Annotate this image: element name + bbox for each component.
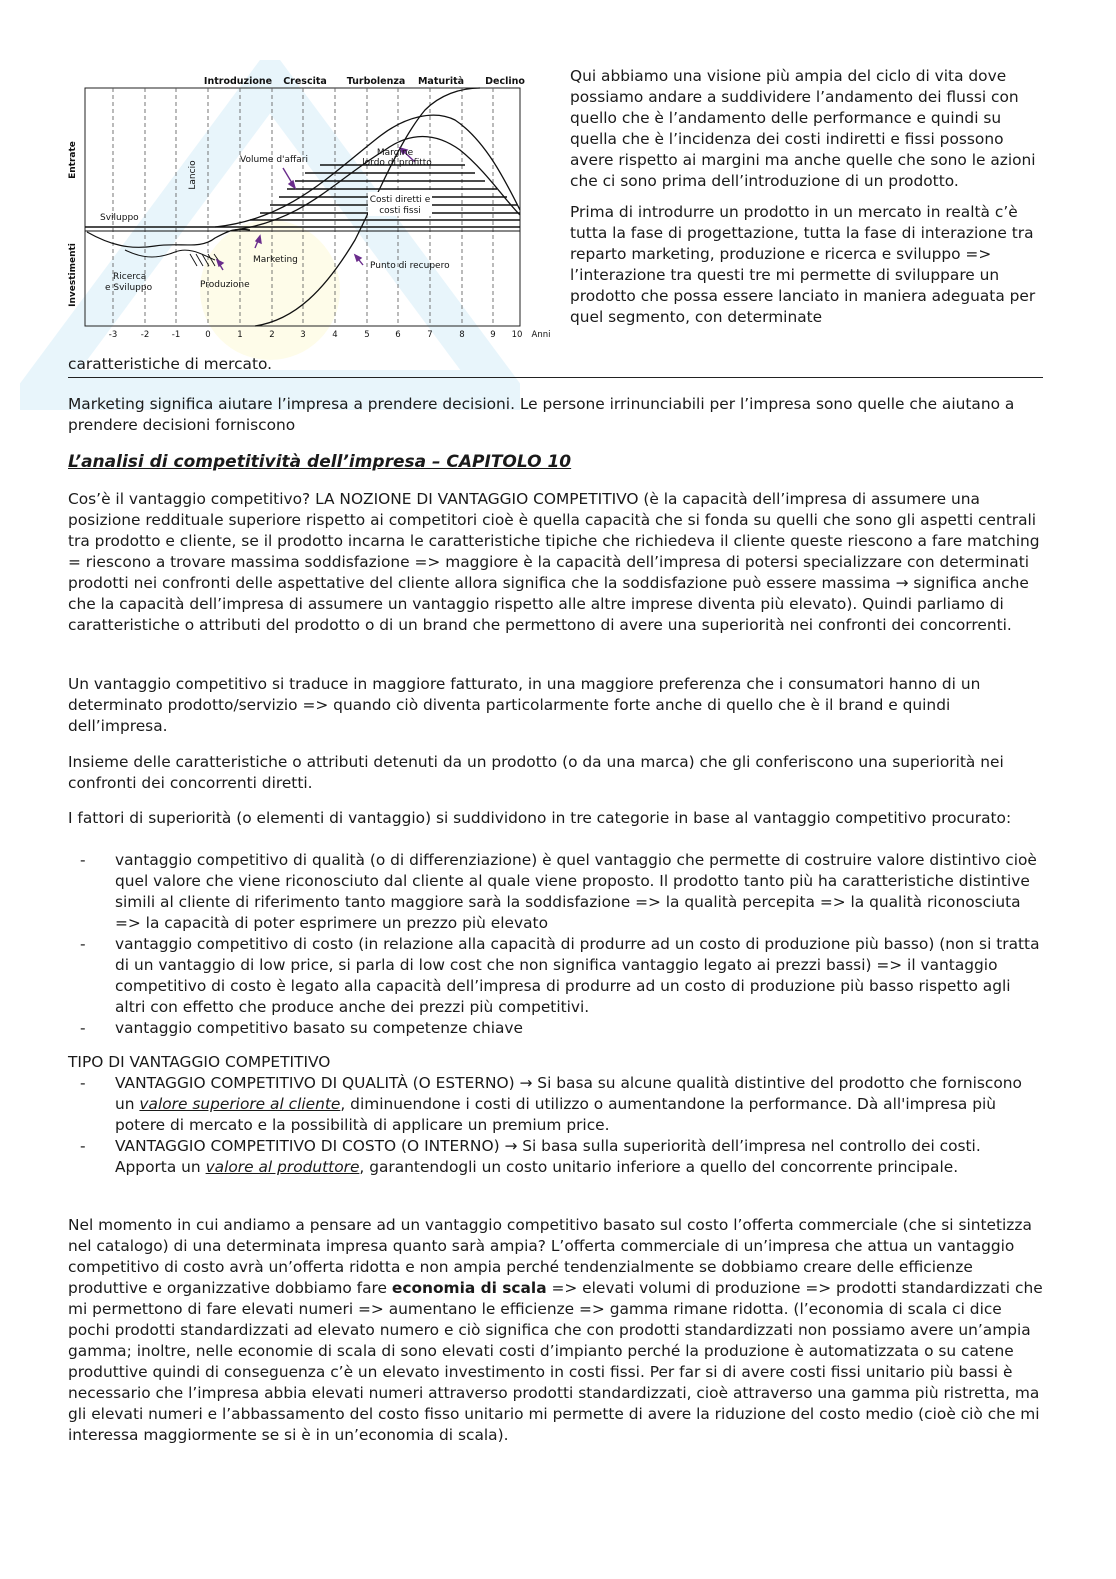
x-tick: 2 <box>269 330 275 340</box>
intro-paragraph-2: Prima di introdurre un prodotto in un mercato in realtà c’è tutta la fase di progettazione, tutta la fase di interazione tra reparto marketing, produzione e ricerca e sviluppo => l’interazione tra questi tre mi permette di sviluppare un prodotto che possa essere lanciato in maniera adeguata per quel segmento, con determinate <box>570 203 1036 326</box>
cashflow-curve <box>255 88 480 326</box>
paragraph-economia-scala: Nel momento in cui andiamo a pensare ad un vantaggio competitivo basato sul costo l’offerta commerciale (che si sintetizza nel catalogo) di una determinata impresa quanto sarà ampia? L’offerta commerciale di un’impresa che attua un vantaggio competitivo di costo avrà un’offerta ridotta e non ampia perché tendenzialmente se dobbiamo creare delle efficienze produttive e organizzative dobbiamo fare economia di scala => elevati volumi di produzione => prodotti standardizzati che mi permettono di fare elevati numeri => aumentano le efficienze => gamma rimane ridotta. (l’economia di scala ci dice pochi prodotti standardizzati ad elevato numero e ciò significa che con prodotti standardizzati non possiamo avere un’ampia gamma; inoltre, nelle economie di scala di sono elevati costi d’impianto perché la produzione è automatizzata o su catene produttive quindi di conseguenza c’è un elevato investimento in costi fissi. Per far si di avere costi fissi unitario più bassi è necessario che l’impresa abbia elevati numeri attraverso prodotti standardizzati, cioè attraverso una gamma più ristretta, ma gli elevati numeri e l’abbassamento del costo fisso unitario mi permette di avere la riduzione del costo medio (cioè ciò che mi interessa maggiormente se si è in un’economia di scala). <box>68 1216 1043 1444</box>
advantage-type-list <box>68 1073 1043 1178</box>
list-item: - vantaggio competitivo di qualità (o di differenziazione) è quel vantaggio che permette di costruire valore distintivo cioè quel valore che viene riconosciuto dal cliente al quale viene proposto. Il prodotto tanto più ha caratteristiche distintive simili al cliente di riferimento tanto maggiore sarà la soddisfazione => la qualità percepita => la qualità riconosciuta => la capacità di poter esprimere un prezzo più elevato <box>80 851 1037 932</box>
marketing-note: Marketing significa aiutare l’impresa a prendere decisioni. Le persone irrinunciabili per l’impresa sono quelle che aiutano a prendere decisioni forniscono <box>68 395 1015 434</box>
intro-paragraph-1: Qui abbiamo una visione più ampia del ciclo di vita dove possiamo andare a suddividere l’andamento dei flussi con quello che è l’andamento delle performance e quindi su quella che è l’incidenza dei costi indiretti e fissi possono avere rispetto ai margini ma anche quelle che sono le azioni che ci sono prima dell’introduzione di un prodotto. <box>570 67 1036 190</box>
x-tick: 0 <box>205 330 211 340</box>
costs-label-2: costi fissi <box>379 206 421 216</box>
x-tick: 10 <box>511 330 523 340</box>
life-cycle-chart <box>65 70 555 360</box>
lancio-label: Lancio <box>188 160 198 190</box>
ricerca-label: Ricerca <box>113 272 147 282</box>
phase-label: Crescita <box>283 76 327 87</box>
intro-paragraph-2-end: caratteristiche di mercato. <box>68 355 273 373</box>
x-tick: -2 <box>140 330 150 340</box>
paragraph-vantaggio: Cos’è il vantaggio competitivo? LA NOZIONE DI VANTAGGIO COMPETITIVO (è la capacità dell’impresa di assumere una posizione reddituale superiore rispetto ai competitori cioè è quella capacità che si fonda su quelli che sono gli aspetti centrali tra prodotto e cliente, se il prodotto incarna le caratteristiche tipiche che richiedeva il cliente queste riescono a fare matching = riescono a trovare massima soddisfazione => maggiore è la capacità dell’impresa di potersi specializzare con determinati prodotti nei confronti delle aspettative del cliente allora significa che la soddisfazione può essere massima → significa anche che la capacità dell’impresa di assumere un vantaggio rispetto alle altre imprese diventa più elevato). Quindi parliamo di caratteristiche o attributi del prodotto o di un brand che permettono di avere una superiorità nei confronti dei concorrenti. <box>68 490 1040 634</box>
list-item: - VANTAGGIO COMPETITIVO DI QUALITÀ (O ESTERNO) → Si basa su alcune qualità distintive del prodotto che forniscono un valore superiore al cliente, diminuendone i costi di utilizzo o aumentandone la performance. Dà all'impresa più potere di mercato e la possibilità di applicare un premium price. <box>80 1074 1022 1134</box>
marketing-label: Marketing <box>253 255 298 265</box>
tipo-title: TIPO DI VANTAGGIO COMPETITIVO <box>68 1053 331 1071</box>
y-axis-bottom-label: Investimenti <box>68 243 78 307</box>
x-tick: 1 <box>237 330 243 340</box>
volume-curve <box>215 115 520 227</box>
x-tick: 5 <box>364 330 370 340</box>
x-tick: 9 <box>490 330 496 340</box>
chapter-title: L’analisi di competitività dell’impresa – CAPITOLO 10 <box>68 452 572 472</box>
volume-label: Volume d'affari <box>240 155 308 165</box>
section-divider <box>68 377 1043 378</box>
x-tick: 4 <box>332 330 338 340</box>
x-tick: 6 <box>395 330 401 340</box>
sviluppo-label: Sviluppo <box>100 213 139 223</box>
recupero-label: Punto di recupero <box>370 261 450 271</box>
list-item: - vantaggio competitivo basato su competenze chiave <box>80 1019 523 1037</box>
life-cycle-figure <box>65 70 555 360</box>
y-axis-top-label: Entrate <box>68 141 78 179</box>
costs-label: Costi diretti e <box>369 195 431 205</box>
produzione-label: Produzione <box>200 280 250 290</box>
x-tick: -1 <box>171 330 181 340</box>
list-item: - VANTAGGIO COMPETITIVO DI COSTO (O INTERNO) → Si basa sulla superiorità dell’impresa nel controllo dei costi. Apporta un valore al produttore, garantendogli un costo unitario inferiore a quello del concorrente principale. <box>80 1137 981 1176</box>
ricerca-label-2: e Sviluppo <box>105 283 153 293</box>
paragraph-fatturato: Un vantaggio competitivo si traduce in maggiore fatturato, in una maggiore preferenza che i consumatori hanno di un determinato prodotto/servizio => quando ciò diventa particolarmente forte anche di quello che è il brand e quindi dell’impresa. <box>68 675 981 735</box>
advantage-factors-list <box>68 850 1043 1039</box>
phase-label: Declino <box>485 76 525 87</box>
x-tick: -3 <box>108 330 118 340</box>
x-axis-ticks <box>109 330 523 340</box>
x-axis-unit: Anni <box>531 330 551 340</box>
phase-label: Turbolenza <box>346 76 406 87</box>
x-tick: 3 <box>300 330 306 340</box>
rd-curve <box>125 250 215 260</box>
investment-curve <box>87 229 250 247</box>
intro-text-column <box>570 66 1045 338</box>
list-item: - vantaggio competitivo di costo (in relazione alla capacità di produrre ad un costo di produzione più basso) (non si tratta di un vantaggio di low price, si parla di low cost che non significa vantaggio legato ai prezzi bassi) => il vantaggio competitivo di costo è legato alla capacità dell’impresa di produrre ad un costo di produzione più basso rispetto agli altri con effetto che produce anche dei prezzi più competitivi. <box>80 935 1040 1016</box>
phase-label: Maturità <box>417 76 465 87</box>
phase-label: Introduzione <box>203 76 273 87</box>
margin-label: Margine <box>376 148 414 158</box>
x-tick: 8 <box>459 330 465 340</box>
x-tick: 7 <box>427 330 433 340</box>
paragraph-insieme: Insieme delle caratteristiche o attributi detenuti da un prodotto (o da una marca) che gli conferiscono una superiorità nei confronti dei concorrenti diretti. <box>68 753 1004 792</box>
paragraph-fattori: I fattori di superiorità (o elementi di vantaggio) si suddividono in tre categorie in base al vantaggio competitivo procurato: <box>68 809 1012 827</box>
margin-label-2: lordo di profitto <box>362 158 432 168</box>
